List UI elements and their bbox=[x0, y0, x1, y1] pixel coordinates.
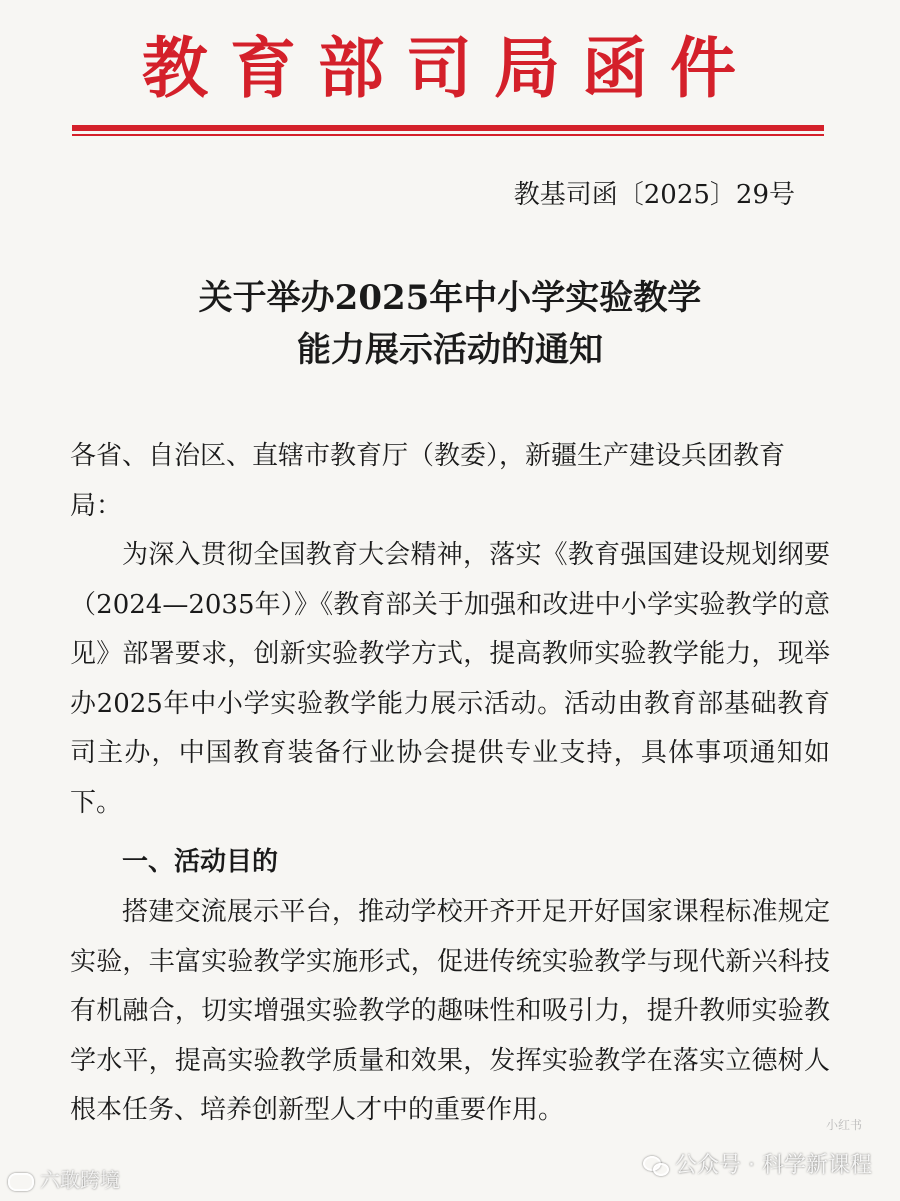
document-title bbox=[0, 272, 900, 376]
red-rule-thick bbox=[72, 125, 824, 131]
addressee: 各省、自治区、直辖市教育厅（教委），新疆生产建设兵团教育局： bbox=[70, 441, 786, 521]
title-line-1: 关于举办2025年中小学实验教学 bbox=[198, 278, 702, 318]
section-heading-purpose: 一、活动目的 bbox=[122, 847, 279, 877]
letterhead-title: 教育部司局函件 bbox=[142, 29, 758, 107]
watermark-small: 小红书 bbox=[825, 1118, 862, 1132]
watermark-logo-icon bbox=[8, 1173, 34, 1191]
red-rule-thin bbox=[72, 134, 824, 136]
watermark-right bbox=[643, 1148, 872, 1179]
watermark-left-text: 六敢跨境 bbox=[40, 1168, 120, 1192]
title-line-2: 能力展示活动的通知 bbox=[297, 330, 603, 370]
watermark-left bbox=[8, 1164, 120, 1193]
purpose-paragraph: 搭建交流展示平台，推动学校开齐开足开好国家课程标准规定实验，丰富实验教学实施形式，促进传统实验教学与现代新兴科技有机融合，切实增强实验教学的趣味性和吸引力，提升教师实验教学水平，提高实验教学质量和效果，发挥实验教学在落实立德树人根本任务、培养创新型人才中的重要作用。 bbox=[70, 897, 830, 1125]
document-number: 教基司函〔2025〕29号 bbox=[513, 180, 795, 210]
wechat-icon bbox=[643, 1156, 669, 1176]
intro-paragraph: 为深入贯彻全国教育大会精神，落实《教育强国建设规划纲要（2024—2035年）》《教育部关于加强和改进中小学实验教学的意见》部署要求，创新实验教学方式，提高教师实验教学能力，现举办2025年中小学实验教学能力展示活动。活动由教育部基础教育司主办，中国教育装备行业协会提供专业支持，具体事项通知如下。 bbox=[70, 540, 830, 818]
watermark-right-text: 公众号 · 科学新课程 bbox=[675, 1153, 872, 1178]
